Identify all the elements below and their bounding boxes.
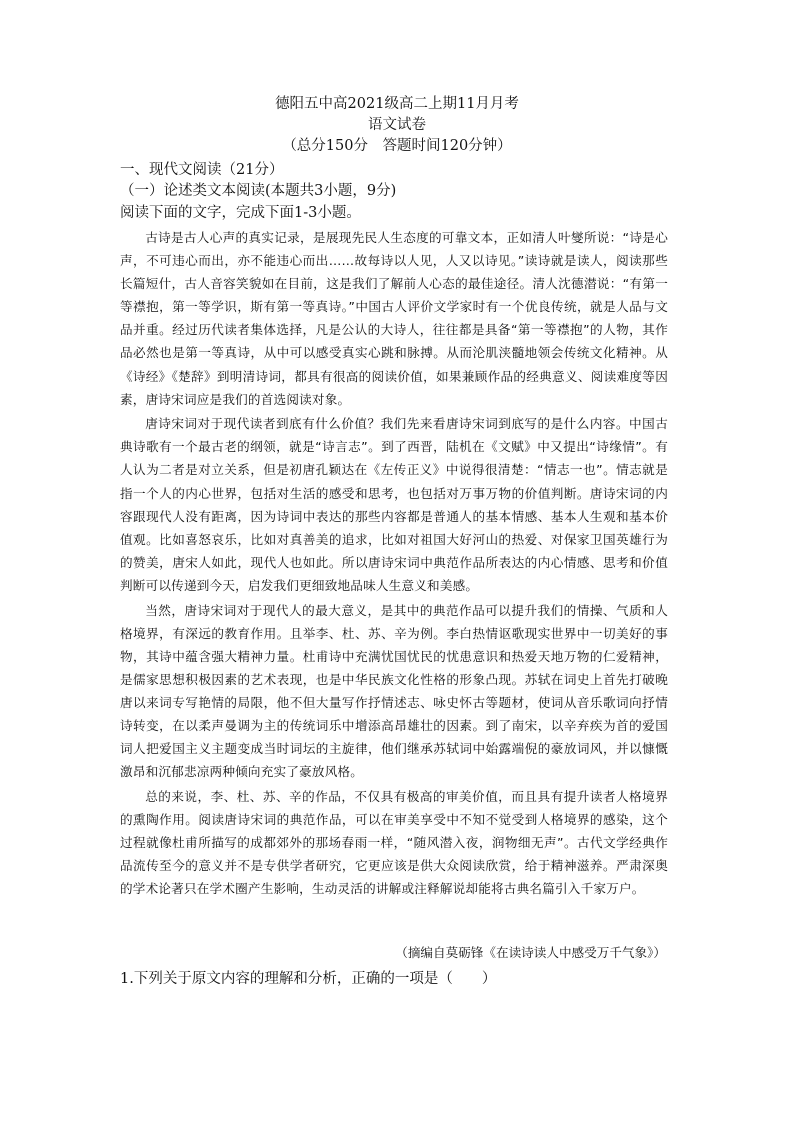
- passage-source: （摘编自莫砺锋《在读诗读人中感受万千气象》）: [395, 945, 666, 960]
- exam-subject: 语文试卷: [368, 117, 426, 133]
- exam-title: 德阳五中高2021级高二上期11月月考: [275, 96, 519, 112]
- passage-paragraph: 古诗是古人心声的真实记录，是展现先民人生态度的可靠文本，正如清人叶燮所说：“诗是心声，不可违心而出，亦不能违心而出……故每诗以人见，人又以诗见。”读诗就是读人，阅读那些长篇短什，古人音容笑貌如在目前，这是我们了解前人心态的最佳途径。清人沈德潜说：“有第一等襟抱，第一等学识，斯有第一等真诗。”中国古人评价文学家时有一个优良传统，就是人品与文品并重。经过历代读者集体选择，凡是公认的大诗人，往往都是具备“第一等襟抱”的人物，其作品必然也是第一等真诗，从中可以感受真实心跳和脉搏。从而沦肌浃髓地领会传统文化精神。从《诗经》《楚辞》到明清诗词，都具有很高的阅读价值，如果兼顾作品的经典意义、阅读难度等因素，唐诗宋词应是我们的首选阅读对象。: [120, 230, 668, 407]
- section-heading-sub-one: （一）论述类文本阅读(本题共3小题，9分): [120, 183, 397, 199]
- passage-paragraph: 当然，唐诗宋词对于现代人的最大意义，是其中的典范作品可以提升我们的情操、气质和人格境界，有深远的教育作用。且举李、杜、苏、辛为例。李白热情讴歌现实世界中一切美好的事物，其诗中蕴含强大精神力量。杜甫诗中充满忧国忧民的忧患意识和热爱天地万物的仁爱精神，是儒家思想积极因素的艺术表现，也是中华民族文化性格的形象凸现。苏轼在词史上首先打破晚唐以来词专写艳情的局限，他不但大量写作抒情述志、咏史怀古等题材，使词从音乐歌词向抒情诗转变，在以柔声曼调为主的传统词乐中增添高昂雄壮的因素。到了南宋，以辛弃疾为首的爱国词人把爱国主义主题变成当时词坛的主旋律，他们继承苏轼词中始露端倪的豪放词风，并以慷慨激昂和沉郁悲凉两种倾向充实了豪放风格。: [120, 602, 668, 780]
- section-heading-part-one: 一、现代文阅读（21分）: [120, 162, 284, 178]
- reading-passage: [120, 226, 668, 902]
- passage-paragraph: 总的来说，李、杜、苏、辛的作品，不仅具有极高的审美价值，而且具有提升读者人格境界的熏陶作用。阅读唐诗宋词的典范作品，可以在审美享受中不知不觉受到人格境界的感染，这个过程就像杜甫所描写的成都郊外的那场春雨一样，“随风潜入夜，润物细无声”。古代文学经典作品流传至今的意义并不是专供学者研究，它更应该是供大众阅读欣赏，给于精神滋养。严肃深奥的学术论著只在学术圈产生影响，生动灵活的讲解或注释解说却能将古典名篇引入千家万户。: [120, 788, 668, 897]
- exam-header: [0, 94, 794, 157]
- score-info: （总分150分 答题时间120分钟）: [282, 138, 512, 154]
- passage-paragraph: 唐诗宋词对于现代读者到底有什么价值？我们先来看唐诗宋词到底写的是什么内容。中国古典诗歌有一个最古老的纲领，就是“诗言志”。到了西晋，陆机在《文赋》中又提出“诗缘情”。有人认为二者是对立关系，但是初唐孔颖达在《左传正义》中说得很清楚：“情志一也”。情志就是指一个人的内心世界，包括对生活的感受和思考，也包括对万事万物的价值判断。唐诗宋词的内容跟现代人没有距离，因为诗词中表达的那些内容都是普通人的基本情感、基本人生观和基本价值观。比如喜怒哀乐，比如对真善美的追求，比如对祖国大好河山的热爱、对保家卫国英雄行为的赞美，唐宋人如此，现代人也如此。所以唐诗宋词中典范作品所表达的内心情感、思考和价值判断可以传递到今天，启发我们更细致地品味人生意义和美感。: [120, 416, 668, 593]
- reading-instruction: 阅读下面的文字，完成下面1-3小题。: [120, 205, 361, 221]
- question-1-stem: 1.下列关于原文内容的理解和分析，正确的一项是（ ）: [120, 971, 497, 987]
